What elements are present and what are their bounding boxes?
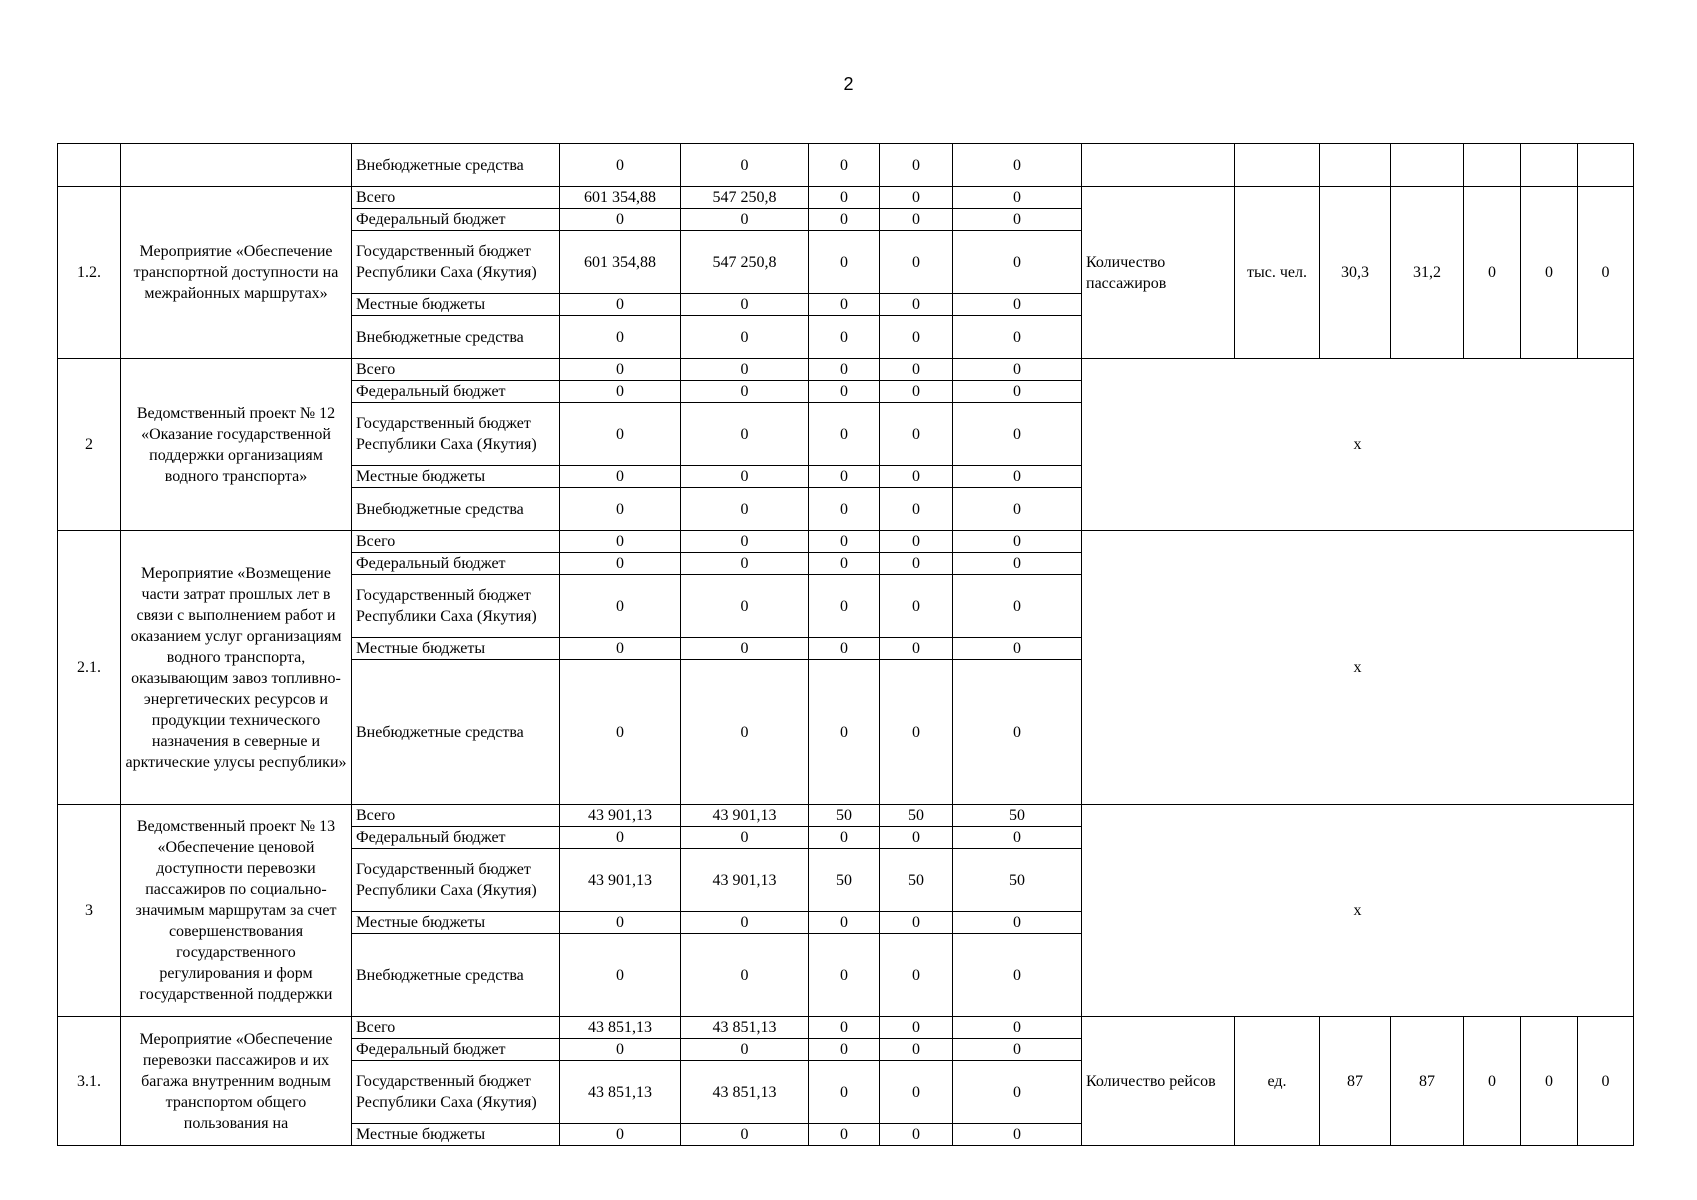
value-cell: 43 901,13 — [681, 805, 809, 827]
funding-source-cell: Местные бюджеты — [352, 1124, 560, 1146]
value-cell: 50 — [809, 805, 880, 827]
value-cell: 0 — [880, 231, 953, 294]
value-cell: 0 — [953, 187, 1082, 209]
value-cell: 0 — [681, 934, 809, 1017]
table-row — [58, 359, 1634, 381]
value-cell: 0 — [953, 359, 1082, 381]
funding-source-cell: Всего — [352, 187, 560, 209]
value-cell: 0 — [953, 316, 1082, 359]
value-cell: 0 — [953, 1061, 1082, 1124]
value-cell: 547 250,8 — [681, 187, 809, 209]
value-cell: 0 — [809, 912, 880, 934]
program-funding-table — [57, 143, 1634, 1146]
row-number-cell: 2.1. — [58, 531, 121, 805]
value-cell: 0 — [681, 531, 809, 553]
value-cell: 0 — [681, 575, 809, 638]
value-cell: 50 — [953, 805, 1082, 827]
value-cell: 0 — [880, 187, 953, 209]
funding-source-cell: Внебюджетные средства — [352, 660, 560, 805]
value-cell: 0 — [880, 359, 953, 381]
indicator-value-cell: 30,3 — [1320, 187, 1391, 359]
table-row — [58, 144, 1634, 187]
value-cell: 0 — [681, 638, 809, 660]
value-cell: 0 — [560, 359, 681, 381]
value-cell: 0 — [880, 638, 953, 660]
value-cell: 0 — [880, 466, 953, 488]
value-cell: 0 — [809, 934, 880, 1017]
value-cell: 0 — [681, 316, 809, 359]
value-cell: 0 — [880, 575, 953, 638]
value-cell: 0 — [681, 294, 809, 316]
value-cell: 0 — [560, 294, 681, 316]
value-cell: 0 — [880, 381, 953, 403]
activity-name-cell: Мероприятие «Обеспечение транспортной доступности на межрайонных маршрутах» — [121, 187, 352, 359]
value-cell: 0 — [681, 827, 809, 849]
value-cell: 0 — [560, 638, 681, 660]
funding-source-cell: Федеральный бюджет — [352, 827, 560, 849]
value-cell: 0 — [809, 1124, 880, 1146]
value-cell: 0 — [953, 575, 1082, 638]
value-cell: 0 — [681, 1124, 809, 1146]
indicator-value-cell: 0 — [1578, 187, 1634, 359]
activity-name-cell: Мероприятие «Возмещение части затрат прошлых лет в связи с выполнением работ и оказанием услуг организациям водного транспорта, оказывающим завоз топливно-энергетических ресурсов и продукции технического назначения в северные и арктические улусы республики» — [121, 531, 352, 805]
funding-source-cell: Всего — [352, 359, 560, 381]
funding-source-cell: Местные бюджеты — [352, 466, 560, 488]
value-cell: 0 — [880, 294, 953, 316]
value-cell: 0 — [809, 231, 880, 294]
indicator-name-cell: Количество рейсов — [1082, 1017, 1235, 1146]
indicator-value-cell — [1320, 144, 1391, 187]
value-cell: 0 — [809, 466, 880, 488]
table-row — [58, 187, 1634, 209]
value-cell: 0 — [880, 1124, 953, 1146]
activity-name-cell — [121, 144, 352, 187]
funding-source-cell: Федеральный бюджет — [352, 381, 560, 403]
value-cell: 0 — [809, 638, 880, 660]
value-cell: 0 — [809, 316, 880, 359]
funding-source-cell: Государственный бюджет Республики Саха (Якутия) — [352, 849, 560, 912]
value-cell: 43 851,13 — [681, 1017, 809, 1039]
funding-source-cell: Всего — [352, 531, 560, 553]
funding-source-cell: Внебюджетные средства — [352, 144, 560, 187]
funding-source-cell: Федеральный бюджет — [352, 1039, 560, 1061]
indicator-name-cell: Количество пассажиров — [1082, 187, 1235, 359]
value-cell: 0 — [809, 359, 880, 381]
value-cell: 0 — [953, 209, 1082, 231]
row-number-cell: 1.2. — [58, 187, 121, 359]
value-cell: 50 — [880, 849, 953, 912]
row-number-cell: 2 — [58, 359, 121, 531]
indicator-unit-cell: тыс. чел. — [1235, 187, 1320, 359]
value-cell: 0 — [681, 488, 809, 531]
value-cell: 0 — [681, 912, 809, 934]
value-cell: 0 — [560, 1124, 681, 1146]
value-cell: 0 — [953, 144, 1082, 187]
value-cell: 0 — [809, 187, 880, 209]
value-cell: 0 — [880, 1017, 953, 1039]
indicator-value-cell — [1391, 144, 1464, 187]
value-cell: 0 — [681, 660, 809, 805]
indicator-name-cell — [1082, 144, 1235, 187]
indicator-value-cell — [1464, 144, 1521, 187]
value-cell: 0 — [880, 827, 953, 849]
value-cell: 547 250,8 — [681, 231, 809, 294]
indicator-value-cell: 0 — [1521, 187, 1578, 359]
value-cell: 0 — [953, 231, 1082, 294]
indicator-value-cell: 0 — [1464, 1017, 1521, 1146]
value-cell: 0 — [953, 934, 1082, 1017]
value-cell: 0 — [880, 488, 953, 531]
value-cell: 0 — [560, 531, 681, 553]
funding-source-cell: Внебюджетные средства — [352, 316, 560, 359]
value-cell: 0 — [880, 531, 953, 553]
value-cell: 0 — [953, 553, 1082, 575]
value-cell: 601 354,88 — [560, 231, 681, 294]
value-cell: 0 — [880, 1061, 953, 1124]
value-cell: 0 — [681, 403, 809, 466]
value-cell: 0 — [809, 553, 880, 575]
indicator-value-cell: 31,2 — [1391, 187, 1464, 359]
value-cell: 0 — [560, 316, 681, 359]
value-cell: 0 — [880, 934, 953, 1017]
value-cell: 0 — [953, 488, 1082, 531]
value-cell: 0 — [953, 531, 1082, 553]
value-cell: 0 — [953, 381, 1082, 403]
activity-name-cell: Ведомственный проект № 13 «Обеспечение ценовой доступности перевозки пассажиров по социально-значимым маршрутам за счет совершенствования государственного регулирования и форм государственной поддержки — [121, 805, 352, 1017]
indicator-value-cell: 87 — [1320, 1017, 1391, 1146]
table-row — [58, 805, 1634, 827]
value-cell: 0 — [953, 660, 1082, 805]
row-number-cell: 3 — [58, 805, 121, 1017]
value-cell: 0 — [953, 638, 1082, 660]
funding-source-cell: Местные бюджеты — [352, 294, 560, 316]
value-cell: 0 — [953, 466, 1082, 488]
indicator-unit-cell: ед. — [1235, 1017, 1320, 1146]
not-applicable-cell: х — [1082, 359, 1634, 531]
funding-source-cell: Федеральный бюджет — [352, 553, 560, 575]
value-cell: 0 — [880, 403, 953, 466]
value-cell: 0 — [560, 466, 681, 488]
value-cell: 0 — [880, 553, 953, 575]
value-cell: 0 — [809, 660, 880, 805]
funding-source-cell: Всего — [352, 805, 560, 827]
value-cell: 0 — [809, 381, 880, 403]
value-cell: 50 — [809, 849, 880, 912]
not-applicable-cell: х — [1082, 805, 1634, 1017]
row-number-cell: 3.1. — [58, 1017, 121, 1146]
value-cell: 0 — [953, 1039, 1082, 1061]
value-cell: 0 — [809, 209, 880, 231]
value-cell: 0 — [809, 575, 880, 638]
value-cell: 0 — [681, 359, 809, 381]
value-cell: 0 — [560, 575, 681, 638]
indicator-value-cell — [1578, 144, 1634, 187]
funding-source-cell: Государственный бюджет Республики Саха (Якутия) — [352, 231, 560, 294]
value-cell: 0 — [681, 553, 809, 575]
value-cell: 0 — [880, 316, 953, 359]
value-cell: 0 — [681, 1039, 809, 1061]
value-cell: 0 — [809, 1039, 880, 1061]
value-cell: 0 — [953, 294, 1082, 316]
value-cell: 43 851,13 — [560, 1017, 681, 1039]
value-cell: 0 — [880, 660, 953, 805]
row-number-cell — [58, 144, 121, 187]
value-cell: 0 — [681, 144, 809, 187]
value-cell: 0 — [560, 381, 681, 403]
page-number: 2 — [843, 74, 854, 94]
funding-source-cell: Всего — [352, 1017, 560, 1039]
indicator-value-cell: 87 — [1391, 1017, 1464, 1146]
value-cell: 0 — [681, 466, 809, 488]
value-cell: 0 — [560, 827, 681, 849]
indicator-value-cell: 0 — [1521, 1017, 1578, 1146]
value-cell: 0 — [560, 403, 681, 466]
value-cell: 0 — [953, 1124, 1082, 1146]
activity-name-cell: Ведомственный проект № 12 «Оказание государственной поддержки организациям водного транспорта» — [121, 359, 352, 531]
indicator-unit-cell — [1235, 144, 1320, 187]
funding-source-cell: Местные бюджеты — [352, 638, 560, 660]
value-cell: 0 — [560, 553, 681, 575]
value-cell: 50 — [953, 849, 1082, 912]
value-cell: 0 — [953, 827, 1082, 849]
value-cell: 43 901,13 — [560, 849, 681, 912]
funding-source-cell: Внебюджетные средства — [352, 934, 560, 1017]
funding-source-cell: Федеральный бюджет — [352, 209, 560, 231]
value-cell: 0 — [809, 488, 880, 531]
value-cell: 43 851,13 — [560, 1061, 681, 1124]
indicator-value-cell: 0 — [1578, 1017, 1634, 1146]
funding-source-cell: Местные бюджеты — [352, 912, 560, 934]
value-cell: 0 — [809, 827, 880, 849]
value-cell: 0 — [809, 294, 880, 316]
value-cell: 0 — [809, 1017, 880, 1039]
value-cell: 0 — [953, 1017, 1082, 1039]
value-cell: 601 354,88 — [560, 187, 681, 209]
value-cell: 0 — [560, 488, 681, 531]
table-row — [58, 1017, 1634, 1039]
value-cell: 0 — [681, 381, 809, 403]
value-cell: 0 — [560, 934, 681, 1017]
funding-source-cell: Государственный бюджет Республики Саха (Якутия) — [352, 1061, 560, 1124]
value-cell: 0 — [880, 209, 953, 231]
value-cell: 0 — [560, 1039, 681, 1061]
value-cell: 0 — [953, 912, 1082, 934]
not-applicable-cell: х — [1082, 531, 1634, 805]
value-cell: 0 — [560, 912, 681, 934]
value-cell: 0 — [880, 912, 953, 934]
value-cell: 0 — [560, 209, 681, 231]
funding-source-cell: Государственный бюджет Республики Саха (Якутия) — [352, 575, 560, 638]
value-cell: 0 — [809, 144, 880, 187]
value-cell: 0 — [560, 144, 681, 187]
value-cell: 0 — [953, 403, 1082, 466]
table-row — [58, 531, 1634, 553]
activity-name-cell: Мероприятие «Обеспечение перевозки пассажиров и их багажа внутренним водным транспортом общего пользования на — [121, 1017, 352, 1146]
value-cell: 43 901,13 — [681, 849, 809, 912]
indicator-value-cell: 0 — [1464, 187, 1521, 359]
value-cell: 0 — [880, 1039, 953, 1061]
value-cell: 50 — [880, 805, 953, 827]
value-cell: 0 — [809, 403, 880, 466]
funding-source-cell: Внебюджетные средства — [352, 488, 560, 531]
value-cell: 0 — [809, 1061, 880, 1124]
indicator-value-cell — [1521, 144, 1578, 187]
value-cell: 0 — [560, 660, 681, 805]
value-cell: 0 — [809, 531, 880, 553]
value-cell: 0 — [681, 209, 809, 231]
value-cell: 0 — [880, 144, 953, 187]
funding-source-cell: Государственный бюджет Республики Саха (Якутия) — [352, 403, 560, 466]
value-cell: 43 851,13 — [681, 1061, 809, 1124]
value-cell: 43 901,13 — [560, 805, 681, 827]
